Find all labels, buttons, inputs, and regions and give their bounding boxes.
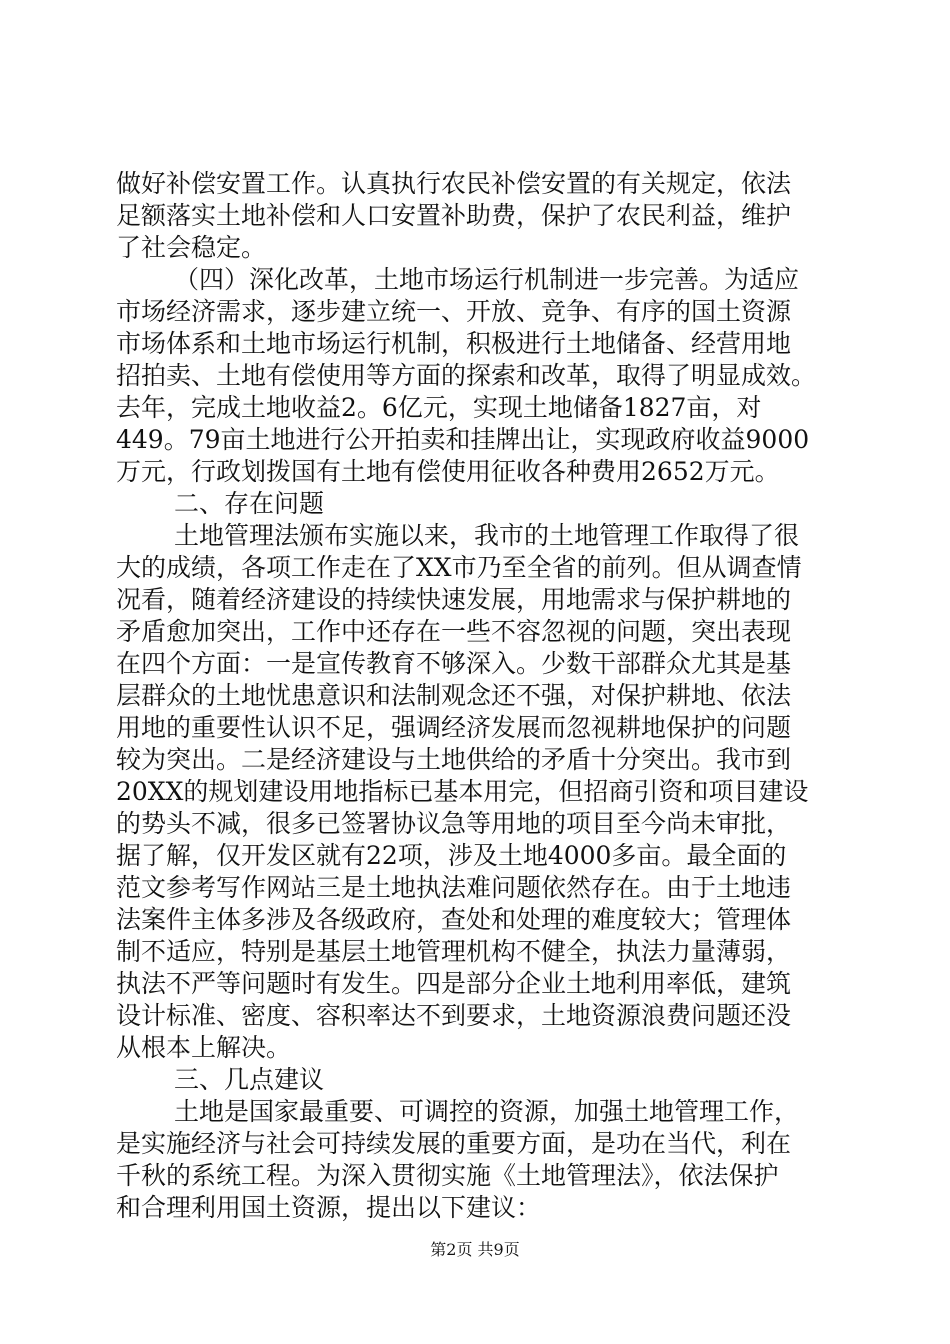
text-line: 层群众的土地忧患意识和法制观念还不强，对保护耕地、依法 <box>116 681 792 710</box>
text-line: 范文参考写作网站三是土地执法难问题依然存在。由于土地违 <box>116 873 792 902</box>
text-line: 足额落实土地补偿和人口安置补助费，保护了农民利益，维护 <box>116 201 792 230</box>
text-line: 招拍卖、土地有偿使用等方面的探索和改革，取得了明显成效。 <box>116 361 817 390</box>
section-heading-suggestions: 三、几点建议 <box>174 1065 325 1094</box>
text-line: 万元，行政划拨国有土地有偿使用征收各种费用2652万元。 <box>116 457 780 486</box>
text-line: 况看，随着经济建设的持续快速发展，用地需求与保护耕地的 <box>116 585 792 614</box>
text-line: 据了解，仅开发区就有22项，涉及土地4000多亩。最全面的 <box>116 841 787 870</box>
text-line: 和合理利用国土资源，提出以下建议： <box>116 1193 542 1222</box>
text-line: 的势头不减，很多已签署协议急等用地的项目至今尚未审批， <box>116 809 792 838</box>
text-line: 去年，完成土地收益2。6亿元，实现土地储备1827亩，对 <box>116 393 762 422</box>
section-heading-problems: 二、存在问题 <box>174 489 325 518</box>
text-line: 了社会稳定。 <box>116 233 267 262</box>
text-line: 土地是国家最重要、可调控的资源，加强土地管理工作， <box>174 1097 800 1126</box>
text-line: 市场经济需求，逐步建立统一、开放、竞争、有序的国土资源 <box>116 297 792 326</box>
text-line: 449。79亩土地进行公开拍卖和挂牌出让，实现政府收益9000 <box>116 425 810 454</box>
text-line: 是实施经济与社会可持续发展的重要方面，是功在当代，利在 <box>116 1129 792 1158</box>
text-line: 大的成绩，各项工作走在了XX市乃至全省的前列。但从调查情 <box>116 553 802 582</box>
page-number-footer: 第2页 共9页 <box>430 1240 520 1259</box>
text-line: 设计标准、密度、容积率达不到要求，土地资源浪费问题还没 <box>116 1001 792 1030</box>
text-line: 执法不严等问题时有发生。四是部分企业土地利用率低，建筑 <box>116 969 792 998</box>
text-line: 较为突出。二是经济建设与土地供给的矛盾十分突出。我市到 <box>116 745 792 774</box>
document-body <box>116 168 836 1224</box>
text-line: 千秋的系统工程。为深入贯彻实施《土地管理法》，依法保护 <box>116 1161 779 1190</box>
section-heading-four: （四）深化改革，土地市场运行机制进一步完善。为适应 <box>174 265 800 294</box>
text-line: 市场体系和土地市场运行机制，积极进行土地储备、经营用地 <box>116 329 792 358</box>
text-line: 矛盾愈加突出，工作中还存在一些不容忽视的问题，突出表现 <box>116 617 792 646</box>
text-line: 在四个方面：一是宣传教育不够深入。少数干部群众尤其是基 <box>116 649 792 678</box>
text-line: 法案件主体多涉及各级政府，查处和处理的难度较大；管理体 <box>116 905 792 934</box>
text-line: 做好补偿安置工作。认真执行农民补偿安置的有关规定，依法 <box>116 169 792 198</box>
text-line: 用地的重要性认识不足，强调经济发展而忽视耕地保护的问题 <box>116 713 792 742</box>
text-line: 土地管理法颁布实施以来，我市的土地管理工作取得了很 <box>174 521 800 550</box>
text-line: 从根本上解决。 <box>116 1033 292 1062</box>
text-line: 制不适应，特别是基层土地管理机构不健全，执法力量薄弱， <box>116 937 792 966</box>
text-line: 20XX的规划建设用地指标已基本用完，但招商引资和项目建设 <box>116 777 809 806</box>
